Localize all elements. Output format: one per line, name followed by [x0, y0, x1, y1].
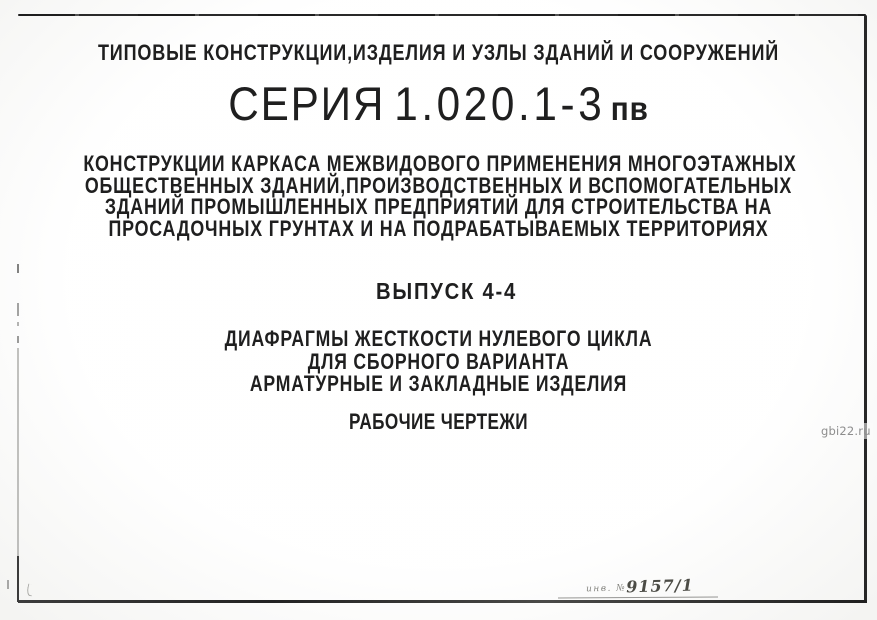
issue-number: ВЫПУСК 4-4 [375, 278, 518, 304]
site-watermark: gbi22.ru [821, 424, 871, 438]
subject-line: ДИАФРАГМЫ ЖЕСТКОСТИ НУЛЕВОГО ЦИКЛА [224, 326, 653, 351]
scan-artifact-tick [17, 303, 19, 316]
subject-line: АРМАТУРНЫЕ И ЗАКЛАДНЫЕ ИЗДЕЛИЯ [249, 371, 628, 396]
subject-block [88, 328, 790, 396]
inventory-prefix: инв. № [585, 583, 627, 595]
series-number: 1.020.1-3 [394, 77, 606, 130]
series-suffix: пв [610, 90, 649, 127]
frame-border-top [18, 14, 866, 16]
document-header-line: ТИПОВЫЕ КОНСТРУКЦИИ,ИЗДЕЛИЯ И УЗЛЫ ЗДАНИЙ И СООРУЖЕНИЙ [97, 40, 780, 65]
scan-artifact-edge-mark [7, 580, 9, 589]
description-line: ОБЩЕСТВЕННЫХ ЗДАНИЙ,ПРОИЗВОДСТВЕННЫХ И ВСПОМОГАТЕЛЬНЫХ [84, 172, 793, 198]
inventory-note [586, 576, 694, 598]
subject-line: ДЛЯ СБОРНОГО ВАРИАНТА [307, 348, 570, 374]
frame-border-left-faint [17, 348, 19, 560]
frame-border-left-dark [17, 556, 19, 602]
description-line: КОНСТРУКЦИИ КАРКАСА МЕЖВИДОВОГО ПРИМЕНЕНИЯ МНОГОЭТАЖНЫХ [83, 151, 797, 176]
description-paragraph [83, 151, 797, 241]
description-line: ПРОСАДОЧНЫХ ГРУНТАХ И НА ПОДРАБАТЫВАЕМЫХ ТЕРРИТОРИЯХ [108, 215, 769, 241]
scan-artifact-tick [17, 322, 19, 326]
series-label: СЕРИЯ [228, 77, 386, 130]
scan-artifact-tick [17, 264, 19, 273]
series-title [44, 77, 833, 130]
inventory-number: 9157/1 [625, 575, 694, 597]
scan-artifact-tick [17, 336, 19, 343]
document-type-label: РАБОЧИЕ ЧЕРТЕЖИ [349, 409, 528, 434]
frame-border-bottom [18, 600, 867, 603]
description-line: ЗДАНИЙ ПРОМЫШЛЕННЫХ ПРЕДПРИЯТИЙ ДЛЯ СТРОИТЕЛЬСТВА НА [104, 194, 773, 219]
frame-border-right [864, 15, 867, 602]
